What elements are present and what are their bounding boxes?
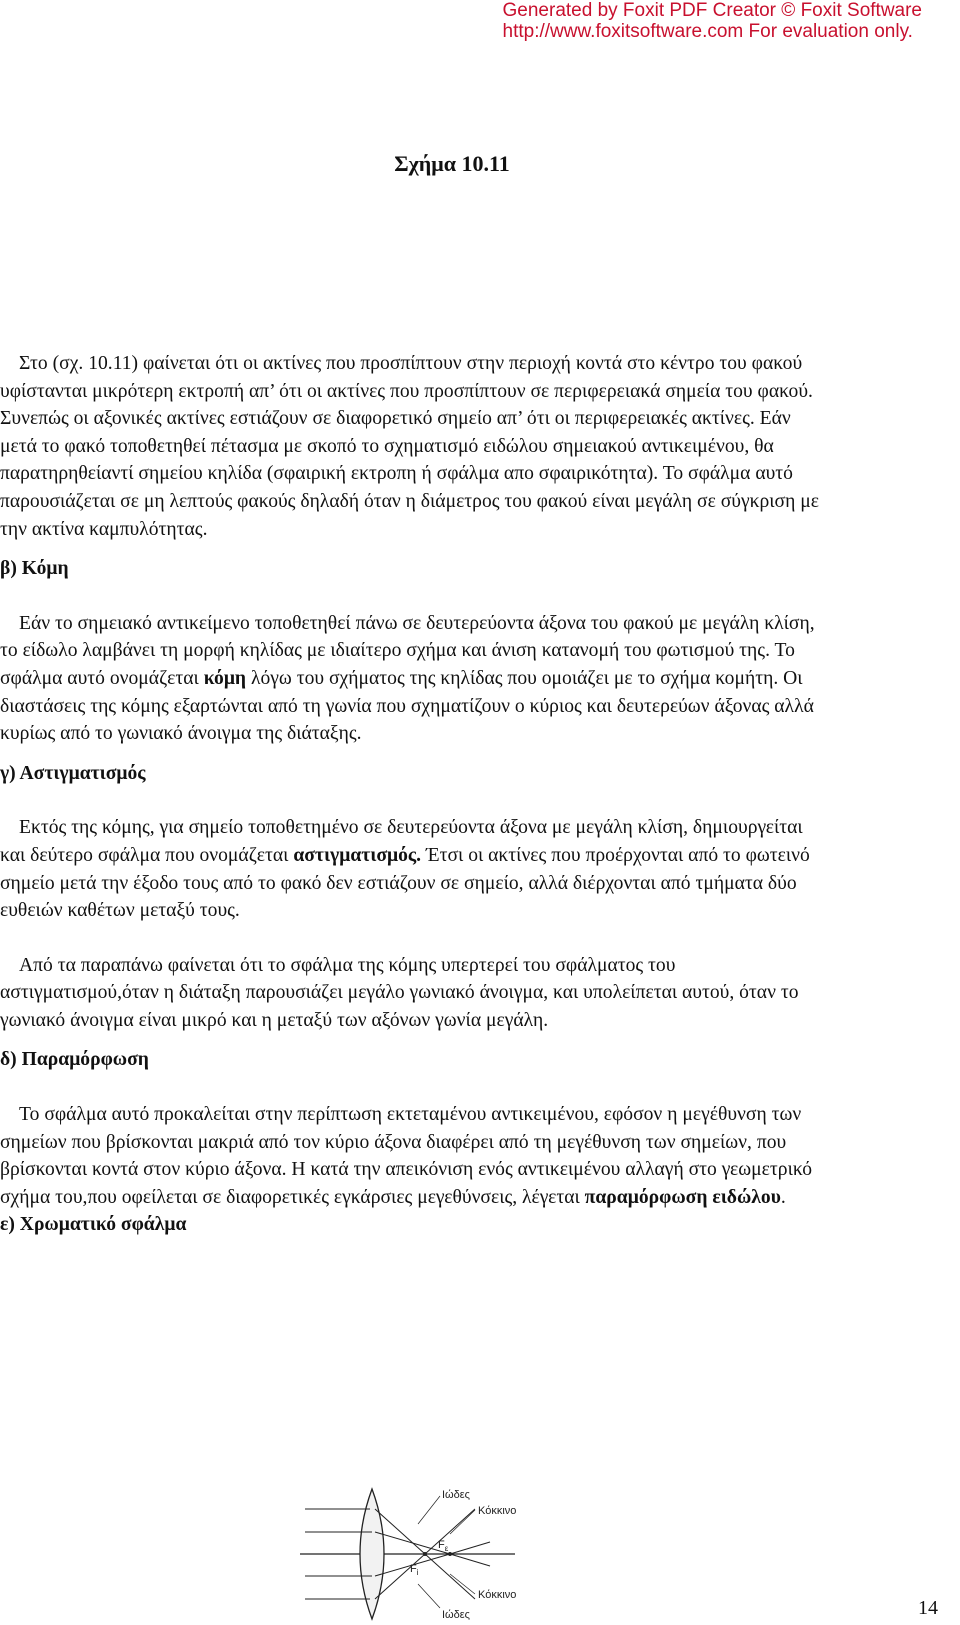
chromatic-aberration-diagram: [300, 1484, 560, 1624]
ray-violet-top-cont: [425, 1554, 475, 1599]
leader-bottom-violet: [418, 1584, 440, 1608]
paragraph-coma-text-1: Εάν το σημειακό αντικείμενο τοποθετηθεί πάνω σε δευτερεύοντα άξονα του φακού με μεγάλη κλίση, το είδωλο λαμβάνει τη μορφή κηλίδας με ιδιαίτερο σχήμα και άνιση κατανομή του φωτισμού της. Το σφάλμα αυτό ονομάζεται: [0, 612, 815, 689]
watermark-line-2: http://www.foxitsoftware.com For evaluation only.: [502, 21, 913, 42]
ray-red-bottom-cont: [450, 1542, 490, 1554]
foxit-watermark: [503, 0, 922, 42]
paragraph-spherical-aberration: Στο (σχ. 10.11) φαίνεται ότι οι ακτίνες που προσπίπτουν στην περιοχή κοντά στο κέντρο του φακού υφίστανται μικρότερη εκτροπή απ’ ότι οι ακτίνες που προσπίπτουν σε περιφερειακά σημεία του φακού. Συνεπώς οι αξονικές ακτίνες εστιάζουν σε διαφορετικό σημείο απ’ ότι οι περιφερειακές ακτίνες. Εάν μετά το φακό τοποθετηθεί πέτασμα με σκοπό το σχηματισμό ειδώλου σημειακού αντικειμένου, θα παρατηρηθείαντί σημείου κηλίδα (σφαιρική εκτροπη ή σφάλμα απο σφαιρικότητα). Το σφάλμα αυτό παρουσιάζεται σε μη λεπτούς φακούς δηλαδή όταν η διάμετρος του φακού είναι μεγάλη σε σύγκριση με την ακτίνα καμπυλότητας.: [0, 353, 819, 540]
heading-chromatic-aberration: ε) Χρωματικό σφάλμα: [0, 1214, 187, 1236]
document-body: [0, 350, 825, 1239]
label-fe-sub: ε: [444, 1544, 449, 1553]
paragraph-distortion-text-1: Το σφάλμα αυτό προκαλείται στην περίπτωση εκτεταμένου αντικειμένου, εφόσον η μεγέθυνση των σημείων που βρίσκονται μακριά από τον κύριο άξονα διαφέρει από τη μεγέθυνση των σημείων, που βρίσκονται κοντά στον κύριο άξονα. Η κατά την απεικόνιση ενός αντικειμένου αλλαγή στο γεωμετρικό σχήμα του,που οφείλεται σε διαφορετικές εγκάρσιες μεγεθύνσεις, λέγεται: [0, 1104, 813, 1208]
label-fe-main: F: [438, 1539, 445, 1551]
paragraph-astigmatism-bold: αστιγματισμός.: [293, 844, 422, 866]
focal-point-violet: [423, 1552, 427, 1556]
paragraph-coma-text-2: λόγω του σχήματος της κηλίδας που ομοιάζει με το σχήμα κομήτη. Οι διαστάσεις της κόμης εξαρτώνται από τη γωνία που σχηματίζουν ο κύριος και δευτερεύων άξονας αλλά κυρίως από το γωνιακό άνοιγμα της διάταξης.: [0, 667, 814, 745]
focal-point-red: [448, 1552, 452, 1556]
heading-distortion: δ) Παραμόρφωση: [0, 1049, 149, 1071]
paragraph-distortion: [0, 1101, 825, 1211]
label-top-violet: Ιώδες: [442, 1489, 470, 1501]
paragraph-astigmatism: [0, 814, 825, 924]
label-fi: [410, 1563, 419, 1577]
page-number: 14: [918, 1597, 938, 1619]
paragraph-distortion-text-2: .: [780, 1186, 786, 1208]
heading-coma: β) Κόμη: [0, 558, 69, 580]
label-fi-sub: i: [416, 1568, 419, 1577]
figure-title: Σχήμα 10.11: [394, 151, 510, 176]
ray-red-top-cont: [450, 1554, 490, 1566]
paragraph-astigmatism-text-2: Έτσι οι ακτίνες που προέρχονται από το φωτεινό σημείο μετά την έξοδο τους από το φακό δεν εστιάζουν σε σημείο, αλλά διέρχονται από τμήματα δύο ευθειών καθέτων μεταξύ τους.: [0, 844, 810, 922]
ray-violet-bottom-cont: [425, 1509, 475, 1554]
heading-astigmatism: γ) Αστιγματισμός: [0, 762, 146, 784]
leader-top-red: [450, 1510, 475, 1534]
watermark-line-1: Generated by Foxit PDF Creator © Foxit Software: [502, 0, 922, 21]
paragraph-comparison: Από τα παραπάνω φαίνεται ότι το σφάλμα της κόμης υπερτερεί του σφάλματος του αστιγματισμού,όταν η διάταξη παρουσιάζει μεγάλο γωνιακό άνοιγμα, και υπολείπεται αυτού, όταν το γωνιακό άνοιγμα είναι μικρό και η μεταξύ των αξόνων γωνία μεγάλη.: [0, 954, 799, 1031]
paragraph-coma-bold: κόμη: [203, 667, 247, 689]
label-bottom-red: Κόκκινο: [478, 1589, 517, 1601]
paragraph-coma: [0, 610, 825, 748]
paragraph-distortion-bold: παραμόρφωση ειδώλου: [584, 1186, 781, 1208]
label-fe: [438, 1539, 449, 1553]
leader-top-violet: [418, 1496, 440, 1524]
label-top-red: Κόκκινο: [478, 1505, 517, 1517]
label-fi-main: F: [410, 1563, 417, 1575]
leader-bottom-red: [450, 1574, 475, 1594]
paragraph-astigmatism-text-1: Εκτός της κόμης, για σημείο τοποθετημένο σε δευτερεύοντα άξονα με μεγάλη κλίση, δημιουργείται και δεύτερο σφάλμα που ονομάζεται: [0, 817, 803, 866]
label-bottom-violet: Ιώδες: [442, 1609, 470, 1621]
